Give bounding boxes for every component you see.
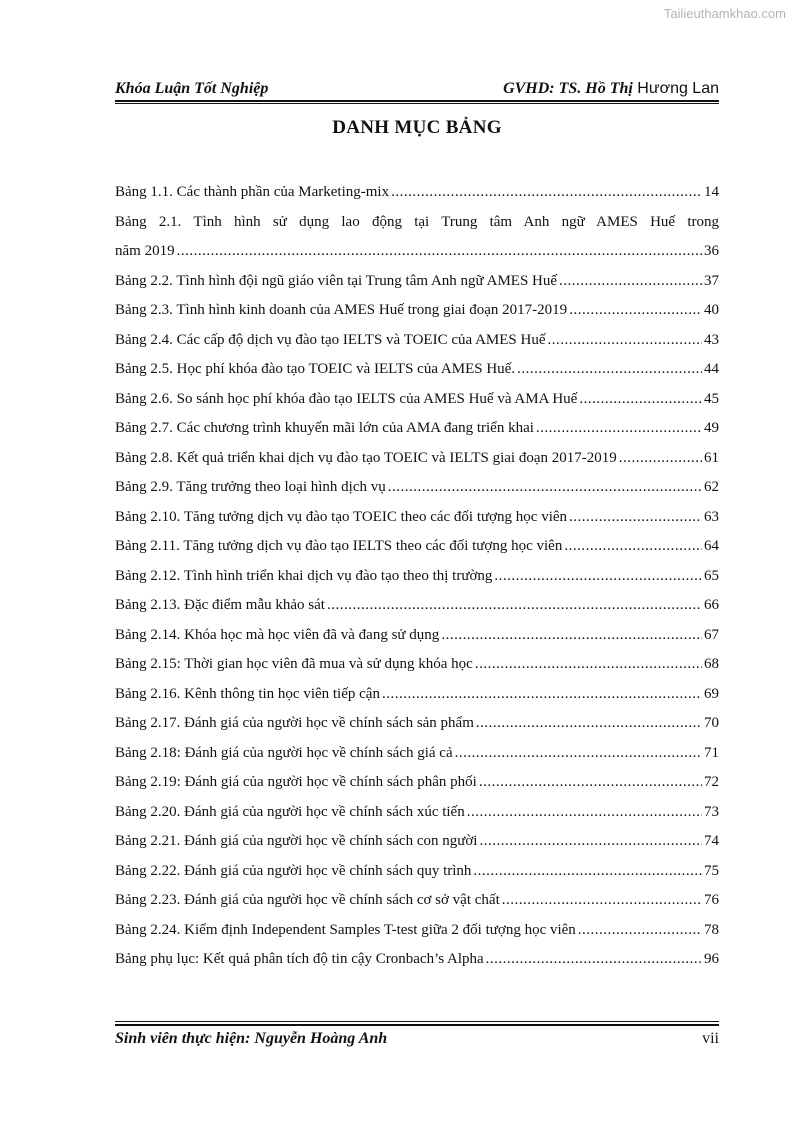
toc-leader-dots xyxy=(547,332,702,349)
toc-entry[interactable] xyxy=(115,798,719,828)
toc-entry-page: 67 xyxy=(704,626,719,643)
toc-entry-page: 37 xyxy=(704,272,719,289)
toc-entry-label: Bảng 2.8. Kết quả triển khai dịch vụ đào tạo TOEIC và IELTS giai đoạn 2017-2019 xyxy=(115,449,617,466)
toc-leader-dots xyxy=(494,568,702,585)
toc-entry-page: 63 xyxy=(704,508,719,525)
toc-entry-label: Bảng 2.7. Các chương trình khuyến mãi lớn của AMA đang triển khai xyxy=(115,420,534,437)
toc-entry-label: Bảng 2.20. Đánh giá của người học về chính sách xúc tiến xyxy=(115,803,465,820)
toc-entry-label: Bảng 2.11. Tăng tưởng dịch vụ đào tạo IELTS theo các đối tượng học viên xyxy=(115,538,563,555)
toc-entry-label: Bảng 2.6. So sánh học phí khóa đào tạo IELTS của AMES Huế và AMA Huế xyxy=(115,390,578,407)
toc-entry-label: Bảng 2.2. Tình hình đội ngũ giáo viên tại Trung tâm Anh ngữ AMES Huế xyxy=(115,272,558,289)
toc-leader-dots xyxy=(475,656,702,673)
toc-entry-page: 69 xyxy=(704,685,719,702)
toc-leader-dots xyxy=(486,951,702,968)
toc-entry-page: 68 xyxy=(704,656,719,673)
toc-leader-dots xyxy=(388,479,702,496)
toc-entry[interactable] xyxy=(115,473,719,503)
toc-entry-page: 75 xyxy=(704,862,719,879)
toc-entry-label: năm 2019 xyxy=(115,243,175,260)
toc-leader-dots xyxy=(569,509,702,526)
toc-entry-label: Bảng 2.12. Tình hình triển khai dịch vụ đào tạo theo thị trường xyxy=(115,567,493,584)
toc-entry-label: Bảng 2.14. Khóa học mà học viên đã và đang sử dụng xyxy=(115,626,440,643)
toc-entry-page: 96 xyxy=(704,951,719,968)
toc-entry-page: 70 xyxy=(704,715,719,732)
toc-entry-label: Bảng 2.17. Đánh giá của người học về chính sách sản phẩm xyxy=(115,715,474,732)
toc-entry[interactable] xyxy=(115,562,719,592)
toc-entry[interactable] xyxy=(115,945,719,975)
toc-entry[interactable] xyxy=(115,532,719,562)
header-rule xyxy=(115,100,719,102)
toc-leader-dots xyxy=(441,627,702,644)
header-advisor-plain: Hương Lan xyxy=(632,80,719,97)
toc-entry[interactable] xyxy=(115,857,719,887)
toc-entry-label: Bảng phụ lục: Kết quả phân tích độ tin cậy Cronbach’s Alpha xyxy=(115,951,484,968)
toc-entry[interactable] xyxy=(115,296,719,326)
header-advisor xyxy=(503,80,719,98)
toc-entry-label: Bảng 2.24. Kiểm định Independent Samples T-test giữa 2 đối tượng học viên xyxy=(115,921,576,938)
toc-entry[interactable] xyxy=(115,414,719,444)
toc-leader-dots xyxy=(479,833,702,850)
toc-entry-label: Bảng 2.23. Đánh giá của người học về chính sách cơ sở vật chất xyxy=(115,892,500,909)
toc-entry[interactable] xyxy=(115,355,719,385)
toc-leader-dots xyxy=(579,391,702,408)
toc-entry[interactable] xyxy=(115,916,719,946)
toc-entry[interactable] xyxy=(115,886,719,916)
toc-entry-page: 62 xyxy=(704,479,719,496)
toc-entry-line xyxy=(115,208,719,238)
toc-entry-page: 66 xyxy=(704,597,719,614)
toc-entry-page: 71 xyxy=(704,744,719,761)
toc-leader-dots xyxy=(177,243,702,260)
toc-entry[interactable] xyxy=(115,503,719,533)
toc-entry[interactable] xyxy=(115,326,719,356)
toc-entry-page: 45 xyxy=(704,390,719,407)
toc-entry-label: Bảng 2.10. Tăng tưởng dịch vụ đào tạo TOEIC theo các đối tượng học viên xyxy=(115,508,568,525)
toc-entry-label: Bảng 2.13. Đặc điểm mẫu khảo sát xyxy=(115,597,325,614)
toc-entry[interactable] xyxy=(115,591,719,621)
page-title: DANH MỤC BẢNG xyxy=(332,117,502,138)
toc-entry[interactable] xyxy=(115,178,719,208)
toc-entry-label: Bảng 2.21. Đánh giá của người học về chính sách con người xyxy=(115,833,478,850)
header-thesis-label: Khóa Luận Tốt Nghiệp xyxy=(115,80,269,97)
toc-leader-dots xyxy=(536,420,702,437)
toc-entry-page: 49 xyxy=(704,420,719,437)
toc-leader-dots xyxy=(569,302,702,319)
header-advisor-italic: GVHD: TS. Hồ Thị xyxy=(503,80,633,97)
toc-entry-page: 61 xyxy=(704,449,719,466)
header-rule-thin xyxy=(115,103,719,104)
toc-entry-label: Bảng 2.9. Tăng trưởng theo loại hình dịch vụ xyxy=(115,479,386,496)
toc-leader-dots xyxy=(391,184,702,201)
toc-entry[interactable] xyxy=(115,768,719,798)
toc-leader-dots xyxy=(467,804,702,821)
toc-entry-page: 36 xyxy=(704,243,719,260)
footer-student: Sinh viên thực hiện: Nguyễn Hoàng Anh xyxy=(115,1030,388,1047)
toc-entry[interactable] xyxy=(115,650,719,680)
toc-entry[interactable] xyxy=(115,739,719,769)
toc-leader-dots xyxy=(382,686,702,703)
toc-entry-page: 76 xyxy=(704,892,719,909)
toc-entry[interactable] xyxy=(115,827,719,857)
toc-entry-page: 14 xyxy=(704,184,719,201)
toc-entry-label: Bảng 2.3. Tình hình kinh doanh của AMES Huế trong giai đoạn 2017-2019 xyxy=(115,302,568,319)
toc-entry-page: 44 xyxy=(704,361,719,378)
toc-entry[interactable] xyxy=(115,709,719,739)
toc-leader-dots xyxy=(327,597,702,614)
toc-entry-page: 65 xyxy=(704,567,719,584)
toc-entry-label: Bảng 1.1. Các thành phần của Marketing-mix xyxy=(115,184,390,201)
toc-leader-dots xyxy=(564,538,702,555)
toc-entry[interactable] xyxy=(115,680,719,710)
toc-leader-dots xyxy=(578,922,702,939)
toc-entry-label: Bảng 2.1. Tình hình sử dụng lao động tại Trung tâm Anh ngữ AMES Huế trong xyxy=(115,213,719,230)
toc-entry-label: Bảng 2.16. Kênh thông tin học viên tiếp cận xyxy=(115,685,380,702)
page-header xyxy=(115,76,719,98)
toc-entry-page: 73 xyxy=(704,803,719,820)
toc-leader-dots xyxy=(479,774,702,791)
toc-entry-page: 72 xyxy=(704,774,719,791)
page-footer xyxy=(115,1028,719,1050)
toc-entry-label: Bảng 2.5. Học phí khóa đào tạo TOEIC và IELTS của AMES Huế. xyxy=(115,361,516,378)
toc-entry[interactable] xyxy=(115,621,719,651)
toc-leader-dots xyxy=(473,863,702,880)
toc-entry-label: Bảng 2.15: Thời gian học viên đã mua và sử dụng khóa học xyxy=(115,656,473,673)
toc-entry-page: 74 xyxy=(704,833,719,850)
watermark: Tailieuthamkhao.com xyxy=(663,6,786,21)
toc-entry-label: Bảng 2.19: Đánh giá của người học về chính sách phân phối xyxy=(115,774,477,791)
toc-entry[interactable] xyxy=(115,444,719,474)
footer-rule xyxy=(115,1024,719,1026)
toc-entry-page: 40 xyxy=(704,302,719,319)
toc-leader-dots xyxy=(502,892,702,909)
toc-leader-dots xyxy=(619,450,702,467)
page-number: vii xyxy=(702,1030,719,1047)
toc-entry-label: Bảng 2.22. Đánh giá của người học về chính sách quy trình xyxy=(115,862,472,879)
toc-leader-dots xyxy=(455,745,702,762)
toc-entry-label: Bảng 2.18: Đánh giá của người học về chính sách giá cả xyxy=(115,744,453,761)
toc-entry[interactable] xyxy=(115,237,719,267)
toc-entry-page: 78 xyxy=(704,921,719,938)
toc-entry-page: 64 xyxy=(704,538,719,555)
toc-entry-page: 43 xyxy=(704,331,719,348)
toc-entry-label: Bảng 2.4. Các cấp độ dịch vụ đào tạo IELTS và TOEIC của AMES Huế xyxy=(115,331,546,348)
toc-leader-dots xyxy=(517,361,702,378)
toc-leader-dots xyxy=(559,273,702,290)
toc-entry[interactable] xyxy=(115,267,719,297)
table-list xyxy=(115,178,719,975)
toc-leader-dots xyxy=(476,715,702,732)
footer-rule-thin xyxy=(115,1021,719,1022)
toc-entry[interactable] xyxy=(115,385,719,415)
